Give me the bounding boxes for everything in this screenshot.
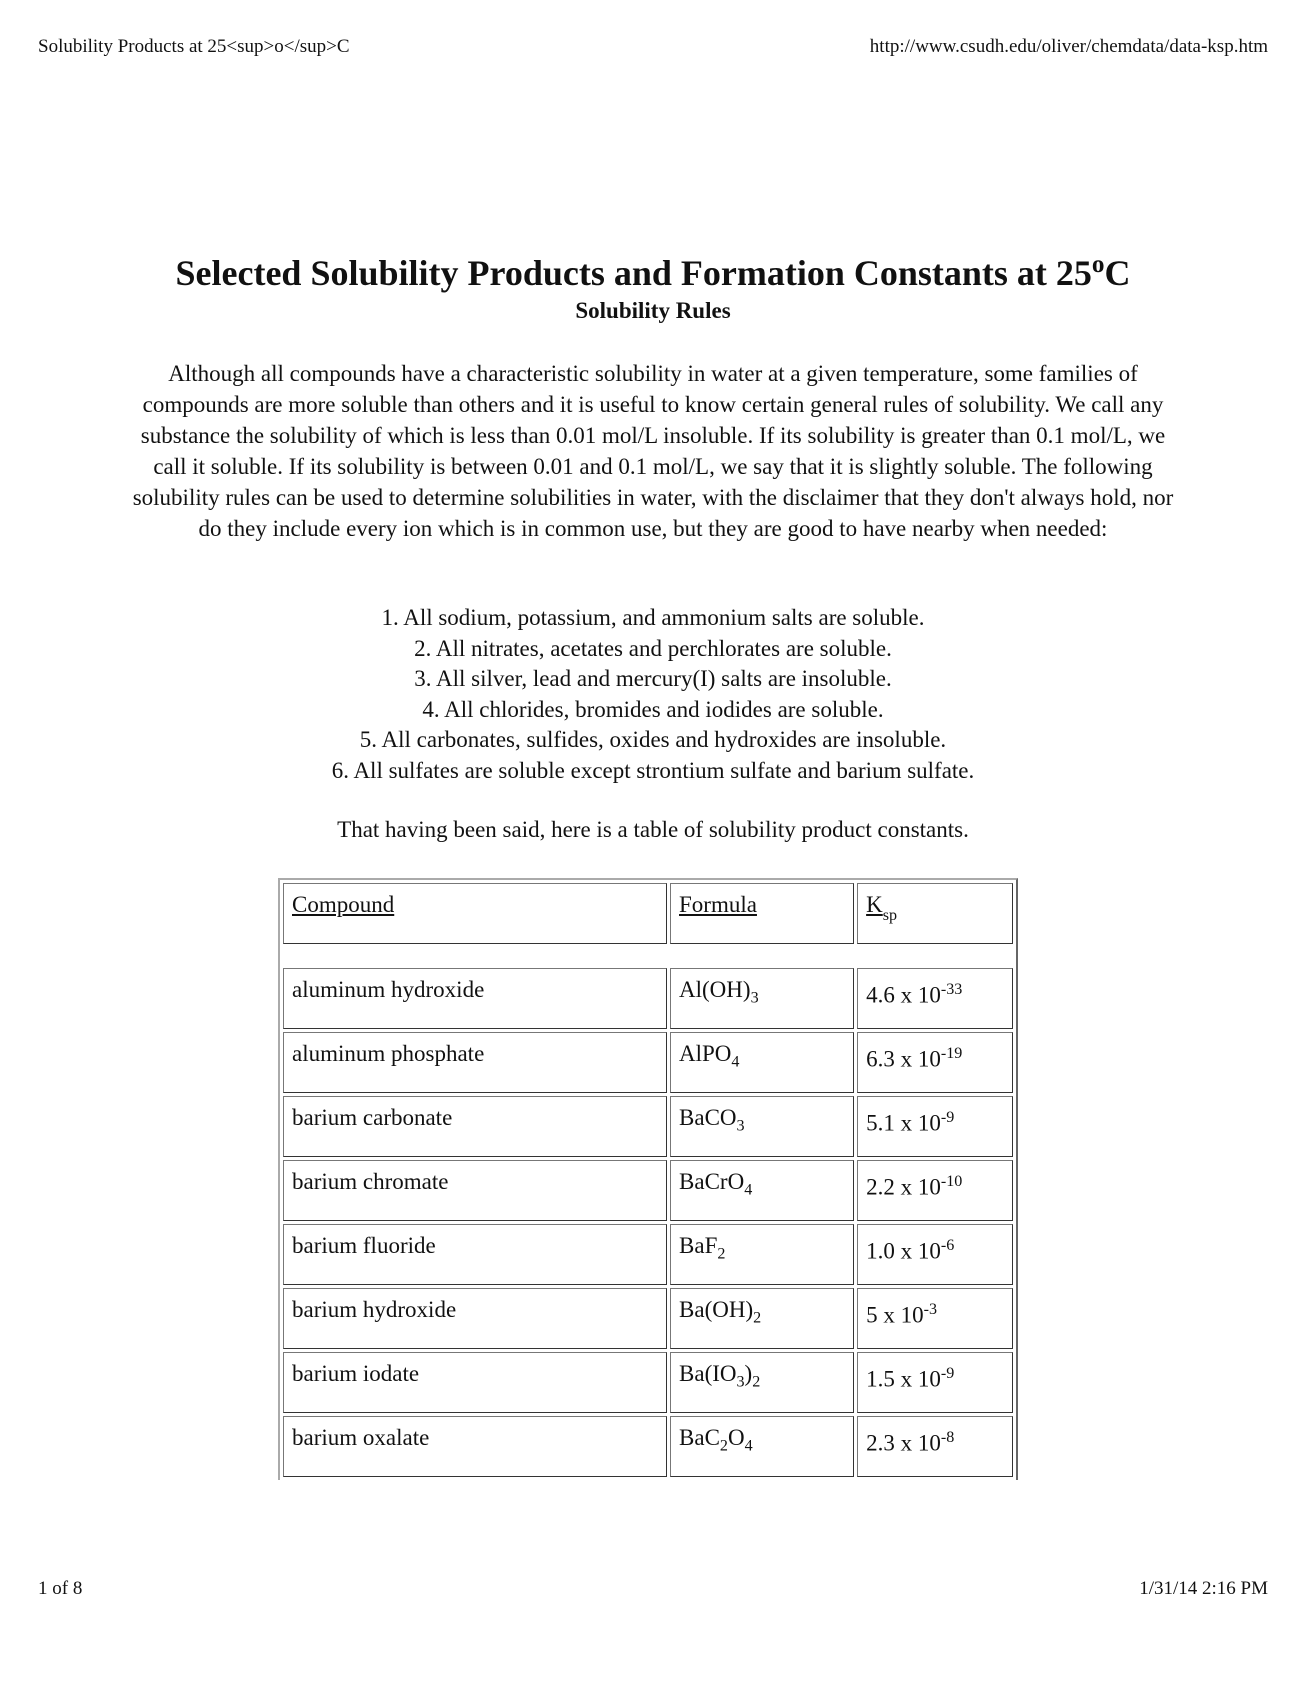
header-ksp <box>857 883 1013 944</box>
ksp-mantissa: 5 x 10 <box>866 1302 924 1328</box>
ksp-exponent: -3 <box>923 1301 938 1318</box>
print-footer-page: 1 of 8 <box>38 1578 83 1599</box>
ksp-table <box>278 878 1018 1480</box>
print-header-url: http://www.csudh.edu/oliver/chemdata/data-ksp.htm <box>869 36 1268 57</box>
formula-subscript: 4 <box>731 1053 740 1071</box>
formula-subscript: 3 <box>736 1117 745 1135</box>
ksp-mantissa: 1.5 x 10 <box>866 1366 941 1392</box>
table-row <box>283 1416 1013 1477</box>
title-degree: o <box>1091 251 1105 278</box>
formula-part: Al(OH) <box>679 977 751 1002</box>
table-row <box>283 968 1013 1029</box>
formula-part: BaF <box>679 1233 718 1258</box>
formula-cell <box>670 1096 854 1157</box>
ksp-mantissa: 5.1 x 10 <box>866 1110 941 1136</box>
table-row <box>283 1352 1013 1413</box>
formula-cell <box>670 968 854 1029</box>
formula-subscript: 4 <box>744 1181 753 1199</box>
formula-subscript: 2 <box>719 1437 728 1455</box>
ksp-cell <box>857 1032 1013 1093</box>
compound-cell: barium hydroxide <box>283 1288 667 1349</box>
formula-cell <box>670 1416 854 1477</box>
formula-part: BaCO <box>679 1105 737 1130</box>
compound-cell: barium carbonate <box>283 1096 667 1157</box>
title-text: Selected Solubility Products and Formation Constants at 25 <box>175 253 1092 293</box>
spacer-cell <box>283 947 1013 965</box>
ksp-exponent: -10 <box>940 1173 963 1190</box>
ksp-cell <box>857 1096 1013 1157</box>
ksp-exponent: -9 <box>940 1365 955 1382</box>
solubility-rules-list <box>0 603 1306 786</box>
formula-part: BaCrO <box>679 1169 745 1194</box>
formula-part: O <box>727 1425 745 1450</box>
ksp-exponent: -19 <box>940 1045 963 1062</box>
formula-subscript: 2 <box>752 1373 761 1391</box>
ksp-cell <box>857 1160 1013 1221</box>
ksp-mantissa: 4.6 x 10 <box>866 982 941 1008</box>
formula-cell <box>670 1160 854 1221</box>
compound-cell: barium fluoride <box>283 1224 667 1285</box>
table-header-row <box>283 883 1013 944</box>
formula-part: Ba(OH) <box>679 1297 754 1322</box>
ksp-cell <box>857 1416 1013 1477</box>
ksp-mantissa: 6.3 x 10 <box>866 1046 941 1072</box>
ksp-cell <box>857 1224 1013 1285</box>
formula-subscript: 3 <box>750 989 759 1007</box>
compound-cell: aluminum phosphate <box>283 1032 667 1093</box>
table-spacer-row <box>283 947 1013 965</box>
ksp-mantissa: 2.3 x 10 <box>866 1430 941 1456</box>
ksp-cell <box>857 1288 1013 1349</box>
ksp-cell <box>857 968 1013 1029</box>
compound-cell: barium oxalate <box>283 1416 667 1477</box>
table-lead-in: That having been said, here is a table of solubility product constants. <box>337 817 969 842</box>
formula-cell <box>670 1288 854 1349</box>
formula-subscript: 3 <box>736 1373 745 1391</box>
rule-item: 6. All sulfates are soluble except strontium sulfate and barium sulfate. <box>331 757 975 783</box>
formula-subscript: 4 <box>744 1437 753 1455</box>
rule-item: 5. All carbonates, sulfides, oxides and hydroxides are insoluble. <box>359 727 947 752</box>
compound-cell: barium iodate <box>283 1352 667 1413</box>
ksp-mantissa: 1.0 x 10 <box>866 1238 941 1264</box>
table-row <box>283 1096 1013 1157</box>
table-row <box>283 1032 1013 1093</box>
header-compound: Compound <box>283 883 667 944</box>
formula-cell <box>670 1352 854 1413</box>
header-ksp-sub: sp <box>882 907 898 924</box>
formula-cell <box>670 1224 854 1285</box>
compound-cell: aluminum hydroxide <box>283 968 667 1029</box>
formula-part: BaC <box>679 1425 720 1450</box>
compound-cell: barium chromate <box>283 1160 667 1221</box>
ksp-cell <box>857 1352 1013 1413</box>
formula-subscript: 2 <box>753 1309 762 1327</box>
rule-item: 2. All nitrates, acetates and perchlorates are soluble. <box>414 635 892 661</box>
title-unit: C <box>1104 253 1131 293</box>
formula-part: ) <box>744 1361 753 1386</box>
table-row <box>283 1224 1013 1285</box>
intro-paragraph: Although all compounds have a characteristic solubility in water at a given temperature, some families of compounds are more soluble than others and it is useful to know certain general rules of solubility. We call any substance the solubility of which is less than 0.01 mol/L insoluble. If its solubility is greater than 0.1 mol/L, we call it soluble. If its solubility is between 0.01 and 0.1 mol/L, we say that it is slightly soluble. The following solubility rules can be used to determine solubilities in water, with the disclaimer that they don't always hold, nor do they include every ion which is in common use, but they are good to have nearby when needed: <box>132 361 1174 541</box>
print-footer-timestamp: 1/31/14 2:16 PM <box>1139 1578 1268 1599</box>
ksp-exponent: -8 <box>940 1429 955 1446</box>
formula-cell <box>670 1032 854 1093</box>
rule-item: 1. All sodium, potassium, and ammonium salts are soluble. <box>381 605 925 630</box>
header-formula: Formula <box>670 883 854 944</box>
table-row <box>283 1160 1013 1221</box>
page-title <box>0 252 1306 291</box>
rule-item: 4. All chlorides, bromides and iodides are soluble. <box>422 696 884 722</box>
ksp-exponent: -9 <box>940 1109 955 1126</box>
print-header-title: Solubility Products at 25<sup>o</sup>C <box>38 36 350 57</box>
table-row <box>283 1288 1013 1349</box>
formula-part: AlPO <box>679 1041 732 1066</box>
ksp-mantissa: 2.2 x 10 <box>866 1174 941 1200</box>
header-ksp-k: K <box>866 892 883 917</box>
ksp-exponent: -6 <box>940 1237 955 1254</box>
page-subtitle: Solubility Rules <box>575 298 731 323</box>
ksp-exponent: -33 <box>940 981 963 998</box>
formula-part: Ba(IO <box>679 1361 737 1386</box>
formula-subscript: 2 <box>717 1245 726 1263</box>
rule-item: 3. All silver, lead and mercury(I) salts are insoluble. <box>414 666 892 691</box>
